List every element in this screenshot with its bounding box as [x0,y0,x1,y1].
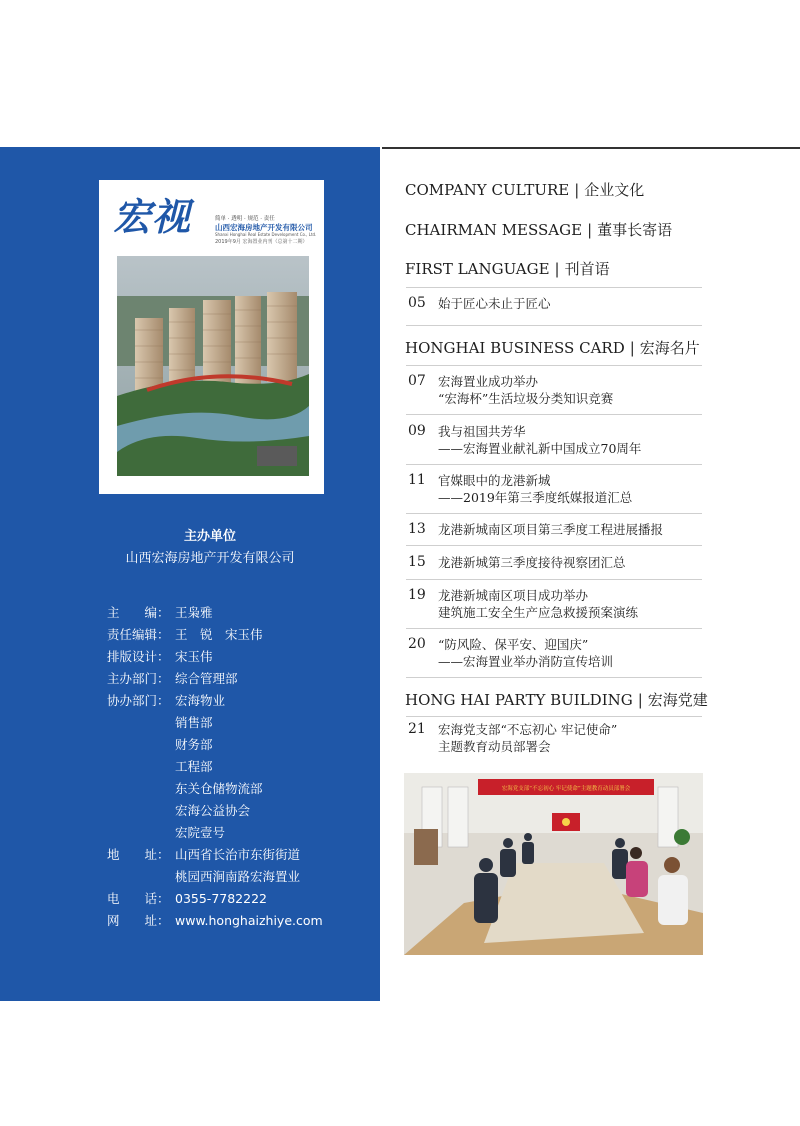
entry-subtitle: “宏海杯”生活垃圾分类知识竞赛 [438,391,614,406]
cover-photo [117,256,309,476]
page-number: 15 [408,554,426,570]
credit-value: 宋玉伟 [175,649,213,664]
credit-row [107,712,323,734]
entry-title: 始于匠心未止于匠心 [438,296,551,311]
top-rule [382,147,800,149]
credit-value: 综合管理部 [175,671,238,686]
divider [406,579,702,580]
credit-row [107,910,323,932]
section-cn: 董事长寄语 [597,221,673,239]
credit-value: 王 锐 宋玉伟 [175,627,263,642]
section-separator: | [629,339,635,357]
section-en: CHAIRMAN MESSAGE [405,221,583,239]
page-number: 05 [408,295,426,311]
credit-row [107,690,323,712]
credit-row [107,624,323,646]
entry-title: 龙港新城南区项目第三季度工程进展播报 [438,522,664,537]
entry-subtitle: ——宏海置业举办消防宣传培训 [438,654,614,669]
section-cn: 宏海名片 [639,339,700,357]
cover-logo: 宏视 [113,194,192,239]
cover-company-en: Shanxi Honghai Real Estate Development Co., Ltd. [215,232,317,237]
section-cn: 企业文化 [584,181,645,199]
section-en: HONG HAI PARTY BUILDING [405,691,633,709]
divider [406,628,702,629]
divider [406,325,702,326]
page-number: 20 [408,636,426,652]
credit-row [107,866,323,888]
page-number: 13 [408,521,426,537]
credit-row [107,844,323,866]
cover-issue: 2019年9月 宏海置业内刊（总第十二期） [215,239,308,245]
page-number: 09 [408,423,426,439]
cover-company: 山西宏海房地产开发有限公司 [215,223,313,232]
credit-row [107,756,323,778]
divider [406,365,702,366]
entry-title: 官媒眼中的龙港新城 [438,473,551,488]
section-business-card[interactable] [405,337,700,358]
credit-label [107,866,175,888]
credit-label: 地 址： [107,847,170,862]
credit-label [107,712,175,734]
entry-title: 宏海置业成功举办 [438,374,539,389]
section-en: COMPANY CULTURE [405,181,570,199]
section-company-culture[interactable] [405,179,644,200]
entry-title: 龙港新城南区项目成功举办 [438,588,589,603]
credit-label [107,822,175,844]
divider [406,545,702,546]
divider [406,287,702,288]
credit-label: 协办部门： [107,693,170,708]
page-number: 11 [408,472,426,488]
section-chairman-message[interactable] [405,219,672,240]
credit-value: 王枭雅 [175,605,213,620]
divider [406,716,702,717]
credit-row [107,778,323,800]
divider [406,414,702,415]
credit-row [107,602,323,624]
section-first-language[interactable] [405,258,610,279]
page-number: 19 [408,587,426,603]
credit-value: 销售部 [175,715,213,730]
credit-value: 财务部 [175,737,213,752]
credit-label [107,800,175,822]
credit-row [107,888,323,910]
credit-row [107,734,323,756]
divider [406,464,702,465]
credits-list [107,602,323,932]
magazine-cover [99,180,324,494]
credit-label: 网 址： [107,913,170,928]
entry-subtitle: 主题教育动员部署会 [438,739,551,754]
credit-value: 桃园西涧南路宏海置业 [175,869,301,884]
credit-value: 东关仓储物流部 [175,781,263,796]
entry-title: 我与祖国共芳华 [438,424,526,439]
credit-row [107,668,323,690]
section-separator: | [574,181,580,199]
credit-value: 工程部 [175,759,213,774]
credit-row [107,822,323,844]
entry-subtitle: ——2019年第三季度纸媒报道汇总 [438,490,633,505]
credit-label: 主 编： [107,605,170,620]
photo-banner: 宏海党支部“不忘初心 牢记使命”主题教育动员部署会 [501,786,631,792]
section-en: FIRST LANGUAGE [405,260,550,278]
divider [406,513,702,514]
cover-slogan: 简单 · 透明 · 规范 · 责任 [215,216,275,222]
credit-label: 责任编辑： [107,627,170,642]
credit-label: 排版设计： [107,649,170,664]
credit-value: 宏海物业 [175,693,226,708]
credit-value: 宏院壹号 [175,825,226,840]
section-separator: | [637,691,643,709]
host-title: 主办单位 [183,529,236,544]
page-number: 21 [408,721,426,737]
section-separator: | [554,260,560,278]
credit-label: 电 话： [107,891,170,906]
credit-row [107,646,323,668]
entry-title: “防风险、保平安、迎国庆” [438,637,589,652]
section-separator: | [587,221,593,239]
credit-value: 0355-7782222 [175,891,267,906]
divider [406,677,702,678]
entry-title: 宏海党支部“不忘初心 牢记使命” [438,722,618,737]
page-number: 07 [408,373,426,389]
credit-label: 主办部门： [107,671,170,686]
section-cn: 宏海党建 [647,691,708,709]
credit-row [107,800,323,822]
host-name: 山西宏海房地产开发有限公司 [125,551,295,566]
credit-label [107,734,175,756]
credit-value: 山西省长治市东街街道 [175,847,301,862]
section-party-building[interactable] [405,689,708,710]
section-cn: 刊首语 [564,260,610,278]
entry-subtitle: ——宏海置业献礼新中国成立70周年 [438,441,642,456]
website-link[interactable]: www.honghaizhiye.com [175,913,323,928]
credit-label [107,778,175,800]
entry-title: 龙港新城第三季度接待视察团汇总 [438,555,626,570]
section-en: HONGHAI BUSINESS CARD [405,339,625,357]
credit-value: 宏海公益协会 [175,803,251,818]
entry-subtitle: 建筑施工安全生产应急救援预案演练 [438,605,639,620]
meeting-photo [404,773,703,955]
credit-label [107,756,175,778]
